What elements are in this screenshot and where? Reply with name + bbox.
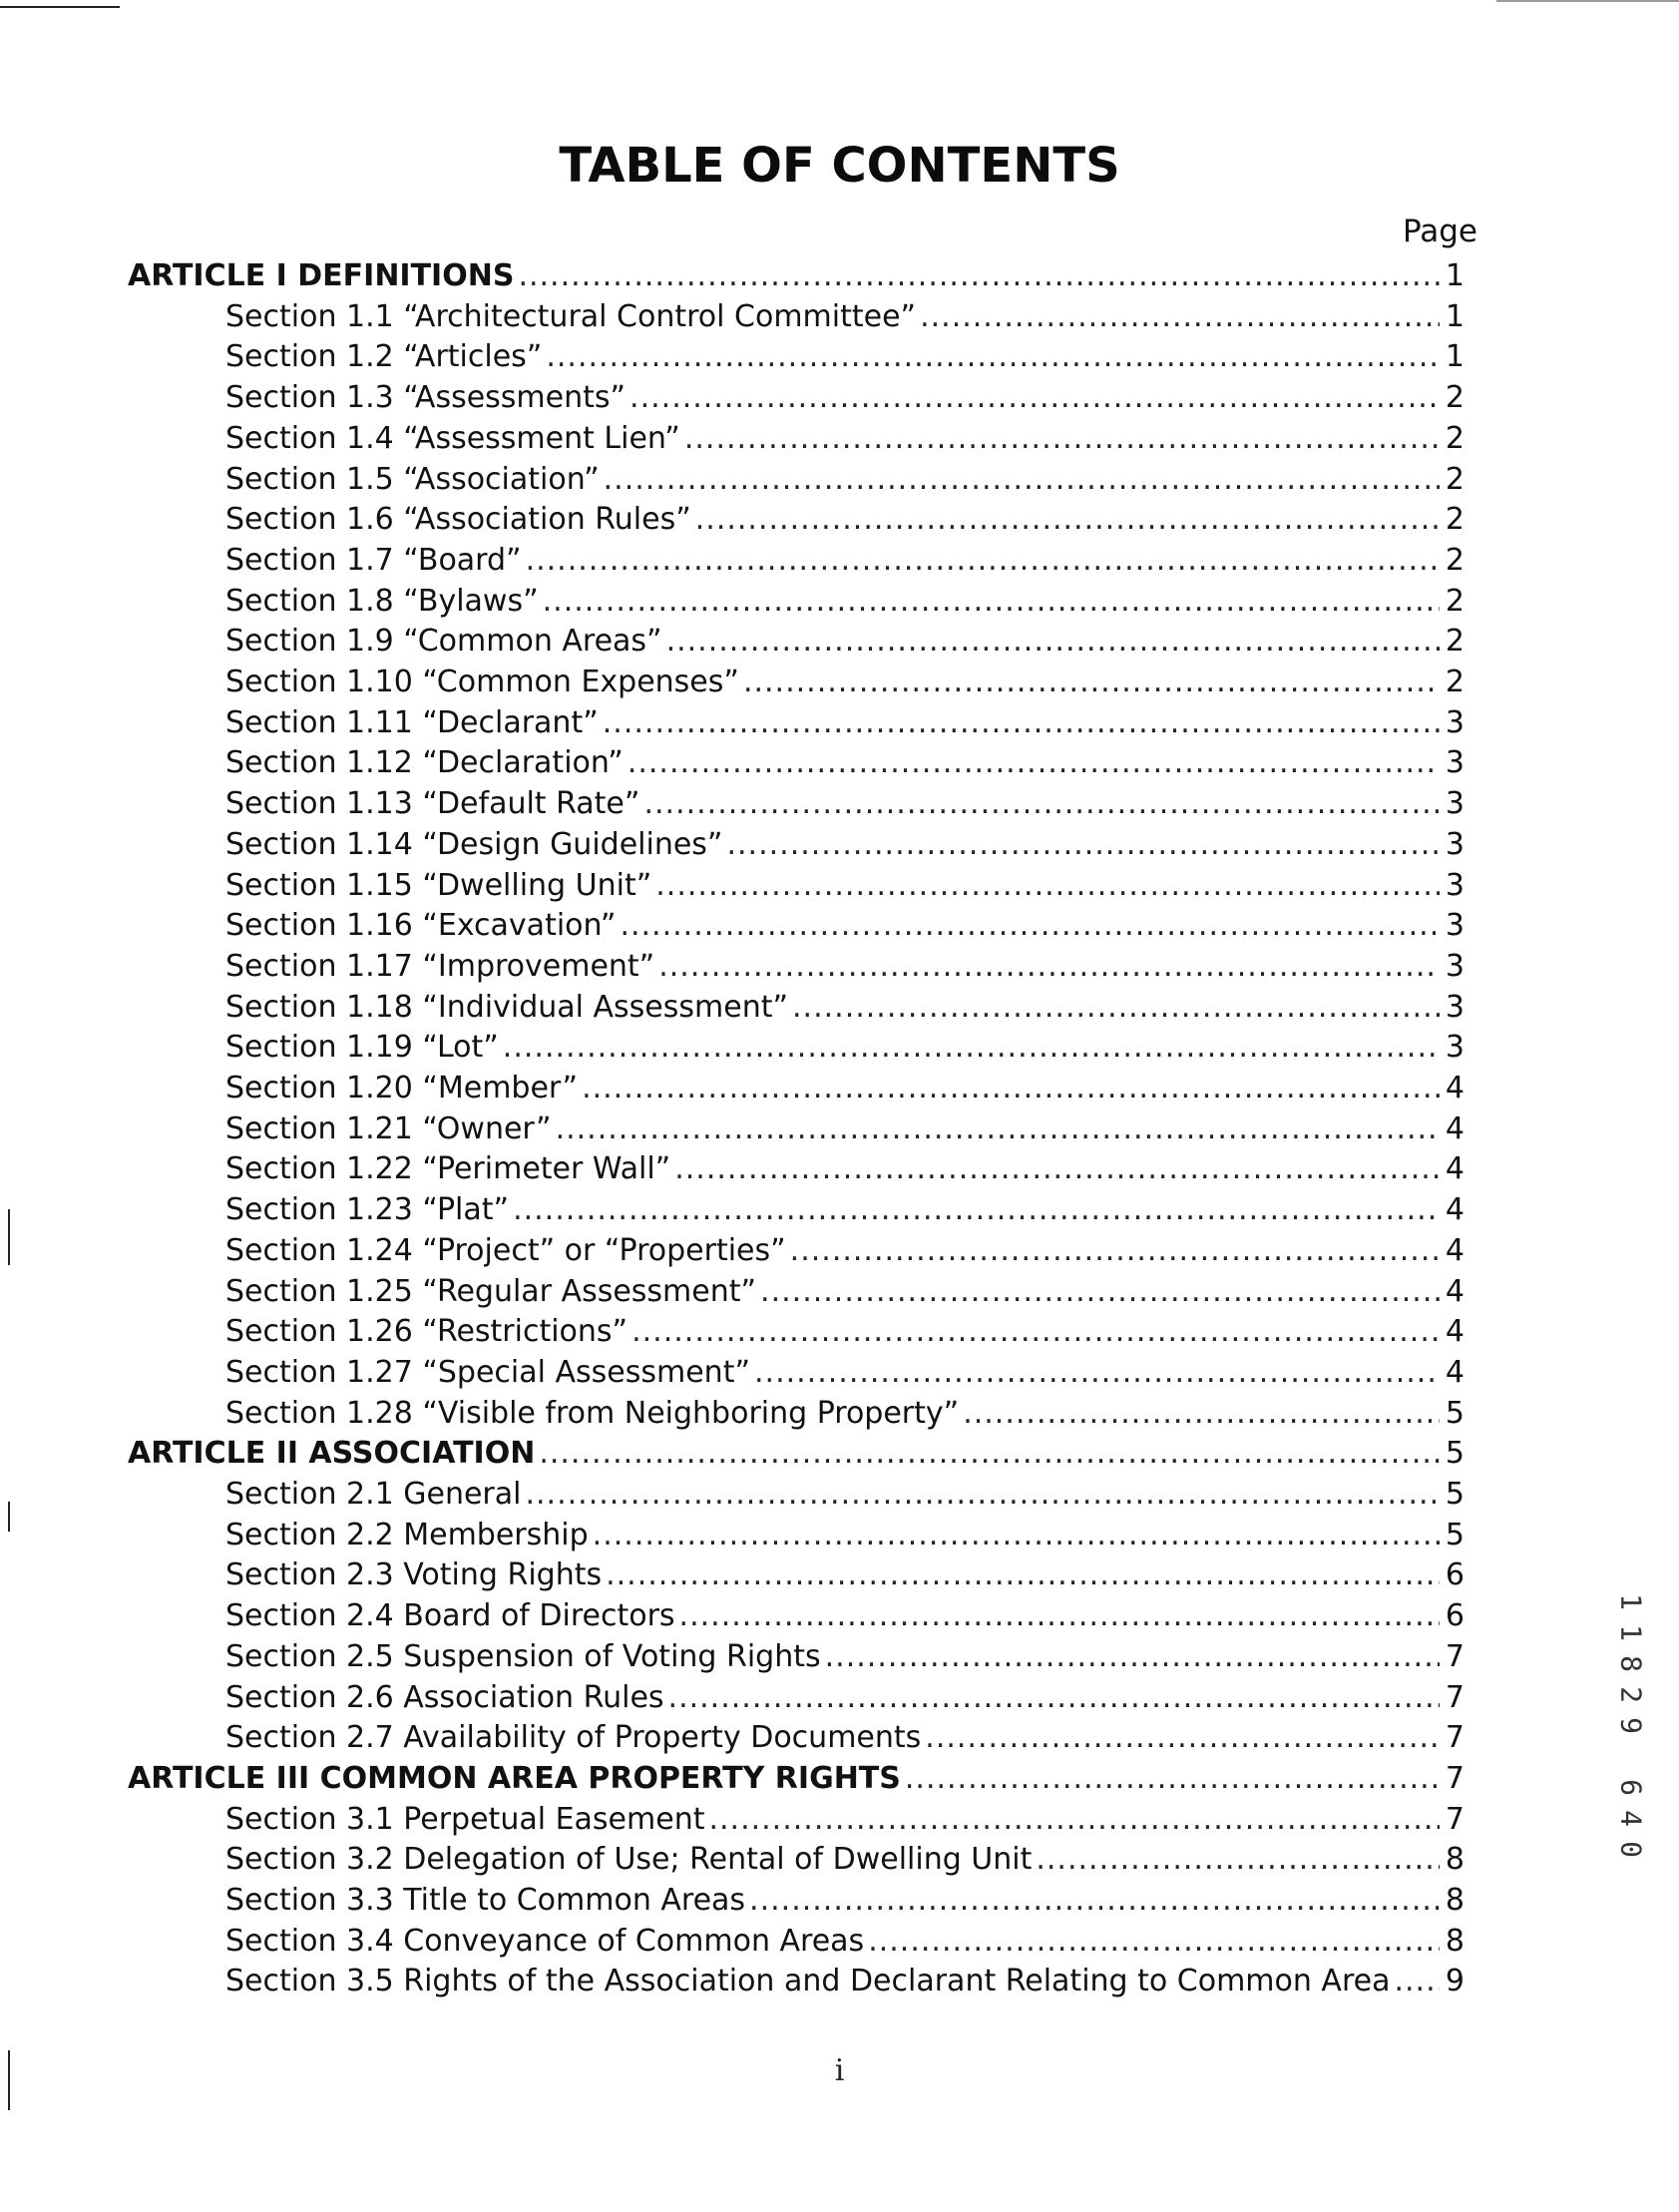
toc-entry-label: Section 3.5 Rights of the Association and Declarant Relating to Common Area — [225, 1964, 1391, 1999]
toc-entry-page: 2 — [1445, 380, 1465, 416]
toc-entry-page: 8 — [1445, 1842, 1465, 1878]
toc-dot-leader — [708, 1799, 1439, 1840]
toc-section-row — [225, 865, 1465, 906]
toc-entry-page: 4 — [1445, 1273, 1465, 1309]
toc-entry-page: 4 — [1445, 1314, 1465, 1350]
toc-entry-label: Section 1.12 “Declaration” — [225, 745, 624, 781]
toc-entry-page: 2 — [1445, 583, 1465, 619]
toc-entry-label: Section 2.5 Suspension of Voting Rights — [225, 1638, 821, 1674]
toc-dot-leader — [1394, 1961, 1439, 2001]
toc-entry-label: Section 3.3 Title to Common Areas — [225, 1883, 746, 1918]
toc-article-row — [128, 255, 1465, 296]
toc-section-row — [225, 1352, 1465, 1393]
toc-entry-page: 3 — [1445, 948, 1465, 984]
toc-dot-leader — [604, 459, 1440, 500]
toc-entry-label: Section 3.4 Conveyance of Common Areas — [225, 1923, 865, 1959]
toc-entry-label: Section 3.2 Delegation of Use; Rental of Dwelling Unit — [225, 1842, 1033, 1878]
toc-dot-leader — [674, 1148, 1440, 1189]
toc-dot-leader — [684, 418, 1440, 459]
toc-entry-page: 2 — [1445, 542, 1465, 578]
toc-entry-page: 4 — [1445, 1192, 1465, 1228]
toc-article-row — [128, 1433, 1465, 1474]
toc-dot-leader — [760, 1271, 1440, 1312]
toc-entry-page: 2 — [1445, 664, 1465, 699]
toc-dot-leader — [754, 1352, 1440, 1393]
scan-artifact-top-right — [1496, 0, 1679, 2]
toc-entry-page: 7 — [1445, 1679, 1465, 1715]
toc-entry-page: 3 — [1445, 1030, 1465, 1066]
side-stamp-digit: 6 — [1614, 1779, 1648, 1796]
toc-section-row — [225, 1393, 1465, 1434]
toc-entry-page: 1 — [1445, 258, 1465, 293]
toc-entry-label: Section 1.11 “Declarant” — [225, 704, 599, 740]
toc-entry-label: Section 2.4 Board of Directors — [225, 1598, 675, 1634]
toc-entry-page: 4 — [1445, 1232, 1465, 1268]
toc-section-row — [225, 1961, 1465, 2001]
toc-entry-label: ARTICLE I DEFINITIONS — [128, 258, 515, 293]
toc-section-row — [225, 1921, 1465, 1962]
toc-section-row — [225, 621, 1465, 662]
toc-dot-leader — [620, 905, 1439, 946]
toc-dot-leader — [655, 865, 1440, 906]
toc-section-row — [225, 1799, 1465, 1840]
toc-entry-label: Section 1.8 “Bylaws” — [225, 583, 539, 619]
toc-section-row — [225, 783, 1465, 824]
toc-section-row — [225, 581, 1465, 622]
toc-section-row — [225, 987, 1465, 1028]
toc-entry-page: 8 — [1445, 1883, 1465, 1918]
toc-entry-page: 4 — [1445, 1354, 1465, 1390]
toc-dot-leader — [679, 1595, 1440, 1636]
document-title: TABLE OF CONTENTS — [559, 138, 1120, 194]
toc-entry-page: 3 — [1445, 745, 1465, 781]
toc-dot-leader — [925, 1717, 1440, 1758]
toc-dot-leader — [606, 1554, 1440, 1595]
toc-entry-label: Section 1.17 “Improvement” — [225, 948, 655, 984]
toc-entry-page: 2 — [1445, 420, 1465, 456]
page-column-header: Page — [1402, 214, 1477, 249]
toc-entry-page: 7 — [1445, 1801, 1465, 1837]
toc-entry-page: 1 — [1445, 339, 1465, 375]
toc-entry-page: 3 — [1445, 867, 1465, 903]
toc-section-row — [225, 1636, 1465, 1677]
toc-entry-page: 4 — [1445, 1151, 1465, 1187]
toc-section-row — [225, 296, 1465, 337]
toc-dot-leader — [868, 1921, 1440, 1962]
toc-section-row — [225, 1839, 1465, 1880]
toc-section-row — [225, 540, 1465, 581]
toc-entry-label: Section 1.18 “Individual Assessment” — [225, 989, 789, 1025]
toc-entry-page: 5 — [1445, 1395, 1465, 1431]
toc-entry-label: Section 2.6 Association Rules — [225, 1679, 664, 1715]
toc-dot-leader — [790, 1230, 1440, 1271]
toc-section-row — [225, 1311, 1465, 1352]
toc-entry-label: Section 1.24 “Project” or “Properties” — [225, 1232, 786, 1268]
toc-section-row — [225, 1230, 1465, 1271]
side-stamp-digit: 1 — [1614, 1593, 1648, 1610]
toc-entry-label: Section 1.22 “Perimeter Wall” — [225, 1151, 671, 1187]
toc-entry-label: Section 2.2 Membership — [225, 1517, 589, 1552]
toc-section-row — [225, 1108, 1465, 1149]
toc-entry-page: 3 — [1445, 786, 1465, 822]
toc-section-row — [225, 662, 1465, 702]
toc-dot-leader — [666, 621, 1440, 662]
toc-entry-page: 6 — [1445, 1557, 1465, 1593]
toc-dot-leader — [603, 702, 1440, 743]
toc-section-row — [225, 905, 1465, 946]
toc-dot-leader — [658, 946, 1440, 987]
toc-section-row — [225, 499, 1465, 540]
toc-dot-leader — [518, 255, 1439, 296]
toc-entry-page: 3 — [1445, 908, 1465, 944]
toc-entry-page: 9 — [1445, 1964, 1465, 1999]
toc-entry-label: Section 1.14 “Design Guidelines” — [225, 826, 723, 862]
toc-dot-leader — [643, 783, 1439, 824]
toc-entry-page: 5 — [1445, 1436, 1465, 1472]
side-stamp-digit: 2 — [1614, 1686, 1648, 1703]
toc-entry-page: 4 — [1445, 1071, 1465, 1106]
toc-dot-leader — [963, 1393, 1440, 1434]
toc-section-row — [225, 1515, 1465, 1555]
toc-dot-leader — [513, 1189, 1440, 1230]
toc-entry-page: 2 — [1445, 502, 1465, 538]
toc-entry-page: 6 — [1445, 1598, 1465, 1634]
toc-entry-page: 5 — [1445, 1517, 1465, 1552]
toc-entry-label: Section 1.3 “Assessments” — [225, 380, 627, 416]
toc-dot-leader — [792, 987, 1440, 1028]
toc-entry-page: 4 — [1445, 1110, 1465, 1146]
toc-entry-label: Section 1.26 “Restrictions” — [225, 1314, 629, 1350]
toc-dot-leader — [1036, 1839, 1440, 1880]
toc-entry-label: Section 1.21 “Owner” — [225, 1110, 552, 1146]
toc-section-row — [225, 459, 1465, 500]
toc-dot-leader — [726, 824, 1439, 865]
toc-entry-label: Section 2.3 Voting Rights — [225, 1557, 603, 1593]
toc-section-row — [225, 1554, 1465, 1595]
toc-entry-label: Section 1.4 “Assessment Lien” — [225, 420, 680, 456]
toc-dot-leader — [503, 1027, 1440, 1068]
toc-entry-label: Section 1.15 “Dwelling Unit” — [225, 867, 652, 903]
toc-entry-label: Section 1.23 “Plat” — [225, 1192, 510, 1228]
toc-article-row — [128, 1758, 1465, 1799]
toc-section-row — [225, 418, 1465, 459]
toc-entry-label: Section 3.1 Perpetual Easement — [225, 1801, 705, 1837]
toc-section-row — [225, 946, 1465, 987]
toc-dot-leader — [539, 1433, 1440, 1474]
side-stamp-digit: 0 — [1614, 1841, 1648, 1858]
toc-entry-label: Section 1.27 “Special Assessment” — [225, 1354, 750, 1390]
side-stamp-digit: 1 — [1614, 1624, 1648, 1641]
toc-entry-label: Section 1.25 “Regular Assessment” — [225, 1273, 757, 1309]
toc-section-row — [225, 1677, 1465, 1718]
side-stamp-digit: 9 — [1614, 1717, 1648, 1734]
toc-entry-page: 3 — [1445, 704, 1465, 740]
toc-dot-leader — [743, 662, 1440, 702]
toc-dot-leader — [920, 296, 1440, 337]
side-stamp-digit: 4 — [1614, 1810, 1648, 1827]
toc-entry-page: 3 — [1445, 989, 1465, 1025]
toc-section-row — [225, 1880, 1465, 1921]
toc-dot-leader — [668, 1677, 1440, 1718]
toc-dot-leader — [695, 499, 1440, 540]
toc-entry-label: Section 1.5 “Association” — [225, 461, 600, 497]
toc-dot-leader — [543, 581, 1440, 622]
toc-entry-label: Section 1.1 “Architectural Control Committee” — [225, 298, 917, 334]
toc-entry-label: Section 2.1 General — [225, 1477, 522, 1512]
toc-entry-page: 7 — [1445, 1760, 1465, 1796]
toc-entry-label: Section 1.13 “Default Rate” — [225, 786, 640, 822]
side-stamp-number — [1611, 1586, 1651, 1865]
toc-entry-label: Section 1.20 “Member” — [225, 1071, 579, 1106]
toc-entry-label: Section 1.28 “Visible from Neighboring Property” — [225, 1395, 960, 1431]
toc-dot-leader — [526, 540, 1440, 581]
scan-artifact-left-line-1 — [8, 1209, 10, 1265]
toc-entry-label: Section 1.6 “Association Rules” — [225, 502, 691, 538]
toc-dot-leader — [593, 1515, 1440, 1555]
toc-section-row — [225, 377, 1465, 418]
toc-entry-page: 3 — [1445, 826, 1465, 862]
toc-section-row — [225, 1189, 1465, 1230]
toc-section-row — [225, 1148, 1465, 1189]
toc-entry-page: 8 — [1445, 1923, 1465, 1959]
toc-entry-page: 1 — [1445, 298, 1465, 334]
toc-entry-label: ARTICLE II ASSOCIATION — [128, 1436, 536, 1472]
toc-section-row — [225, 702, 1465, 743]
toc-section-row — [225, 742, 1465, 783]
toc-dot-leader — [546, 336, 1440, 377]
toc-dot-leader — [905, 1758, 1440, 1799]
toc-dot-leader — [525, 1474, 1439, 1515]
side-stamp-digit: 8 — [1614, 1655, 1648, 1672]
toc-entry-label: Section 2.7 Availability of Property Documents — [225, 1720, 922, 1756]
toc-entry-label: Section 1.10 “Common Expenses” — [225, 664, 739, 699]
toc-entry-page: 5 — [1445, 1477, 1465, 1512]
toc-entry-page: 2 — [1445, 624, 1465, 660]
toc-section-row — [225, 1595, 1465, 1636]
toc-entry-label: Section 1.19 “Lot” — [225, 1030, 499, 1066]
toc-entry-label: Section 1.9 “Common Areas” — [225, 624, 662, 660]
toc-section-row — [225, 1027, 1465, 1068]
toc-section-row — [225, 1717, 1465, 1758]
toc-section-row — [225, 824, 1465, 865]
toc-dot-leader — [825, 1636, 1440, 1677]
toc-entry-page: 2 — [1445, 461, 1465, 497]
toc-dot-leader — [631, 1311, 1440, 1352]
toc-section-row — [225, 1271, 1465, 1312]
toc-entry-label: Section 1.7 “Board” — [225, 542, 522, 578]
toc-dot-leader — [628, 742, 1440, 783]
toc-dot-leader — [749, 1880, 1440, 1921]
toc-section-row — [225, 1474, 1465, 1515]
scan-artifact-left-line-2 — [8, 1502, 10, 1532]
toc-section-row — [225, 336, 1465, 377]
toc-entry-page: 7 — [1445, 1720, 1465, 1756]
toc-entry-page: 7 — [1445, 1638, 1465, 1674]
toc-dot-leader — [630, 377, 1440, 418]
toc-section-row — [225, 1068, 1465, 1108]
footer-page-number: i — [834, 2053, 845, 2088]
toc-dot-leader — [556, 1108, 1440, 1149]
toc-entry-label: ARTICLE III COMMON AREA PROPERTY RIGHTS — [128, 1760, 901, 1796]
scan-artifact-top-left — [0, 6, 120, 8]
toc-entry-label: Section 1.2 “Articles” — [225, 339, 543, 375]
toc-dot-leader — [582, 1068, 1440, 1108]
toc-entry-label: Section 1.16 “Excavation” — [225, 908, 617, 944]
